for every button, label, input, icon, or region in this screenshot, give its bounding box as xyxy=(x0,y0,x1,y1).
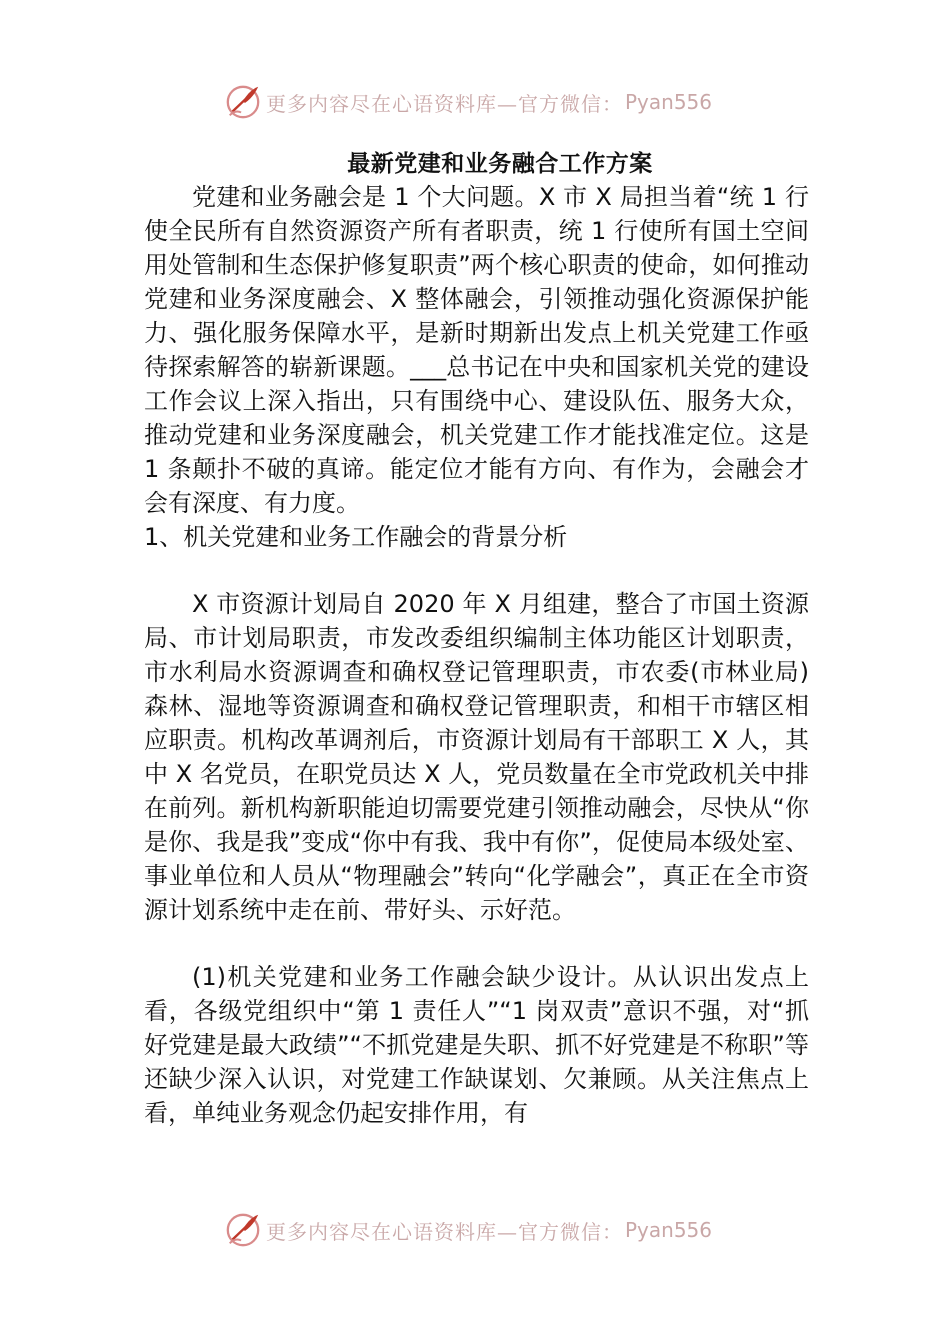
header-watermark xyxy=(224,82,744,122)
section-heading: 1、机关党建和业务工作融会的背景分析 xyxy=(144,523,568,551)
quill-logo-icon xyxy=(224,1211,262,1249)
watermark-text: 更多内容尽在心语资料库—官方微信： xyxy=(266,91,623,116)
paragraph-gap xyxy=(144,554,809,587)
quill-logo-icon xyxy=(224,83,262,121)
paragraph-issue-1: (1)机关党建和业务工作融会缺少设计。从认识出发点上看，各级党组织中“第 1 责任人”“1 岗双责”意识不强，对“抓好党建是最大政绩”“不抓党建是失职、抓不好党建是不称职”等还缺少深入认识，对党建工作缺谋划、欠兼顾。从关注焦点上看，单纯业务观念仍起安排作用，有 xyxy=(144,963,809,1127)
footer-watermark xyxy=(224,1210,744,1250)
paragraph-background: X 市资源计划局自 2020 年 X 月组建，整合了市国土资源局、市计划局职责，市发改委组织编制主体功能区计划职责，市水利局水资源调查和确权登记管理职责，市农委(市林业局)森林、湿地等资源调查和确权登记管理职责，和相干市辖区相应职责。机构改革调剂后，市资源计划局有干部职工 X 人，其中 X 名党员，在职党员达 X 人，党员数量在全市党政机关中排在前列。新机构新职能迫切需要党建引领推动融会，尽快从“你是你、我是我”变成“你中有我、我中有你”，促使局本级处室、事业单位和人员从“物理融会”转向“化学融会”，真正在全市资源计划系统中走在前、带好头、示好范。 xyxy=(144,590,809,924)
watermark-text: 更多内容尽在心语资料库—官方微信： xyxy=(266,1219,623,1244)
document-body xyxy=(144,180,809,1130)
page-title: 最新党建和业务融合工作方案 xyxy=(347,151,653,177)
watermark-wechat-id: Pyan556 xyxy=(625,1218,713,1242)
paragraph-gap xyxy=(144,927,809,960)
paragraph-intro: 党建和业务融会是 1 个大问题。X 市 X 局担当着“统 1 行使全民所有自然资源资产所有者职责，统 1 行使所有国土空间用处管制和生态保护修复职责”两个核心职责的使命，如何推动党建和业务深度融会、X 整体融会，引领推动强化资源保护能力、强化服务保障水平，是新时期新出发点上机关党建工作亟待探索解答的崭新课题。___总书记在中央和国家机关党的建设工作会议上深入指出，只有围绕中心、建设队伍、服务大众，推动党建和业务深度融会，机关党建工作才能找准定位。这是 1 条颠扑不破的真谛。能定位才能有方向、有作为，会融会才会有深度、有力度。 xyxy=(144,183,809,517)
watermark-wechat-id: Pyan556 xyxy=(625,90,713,114)
